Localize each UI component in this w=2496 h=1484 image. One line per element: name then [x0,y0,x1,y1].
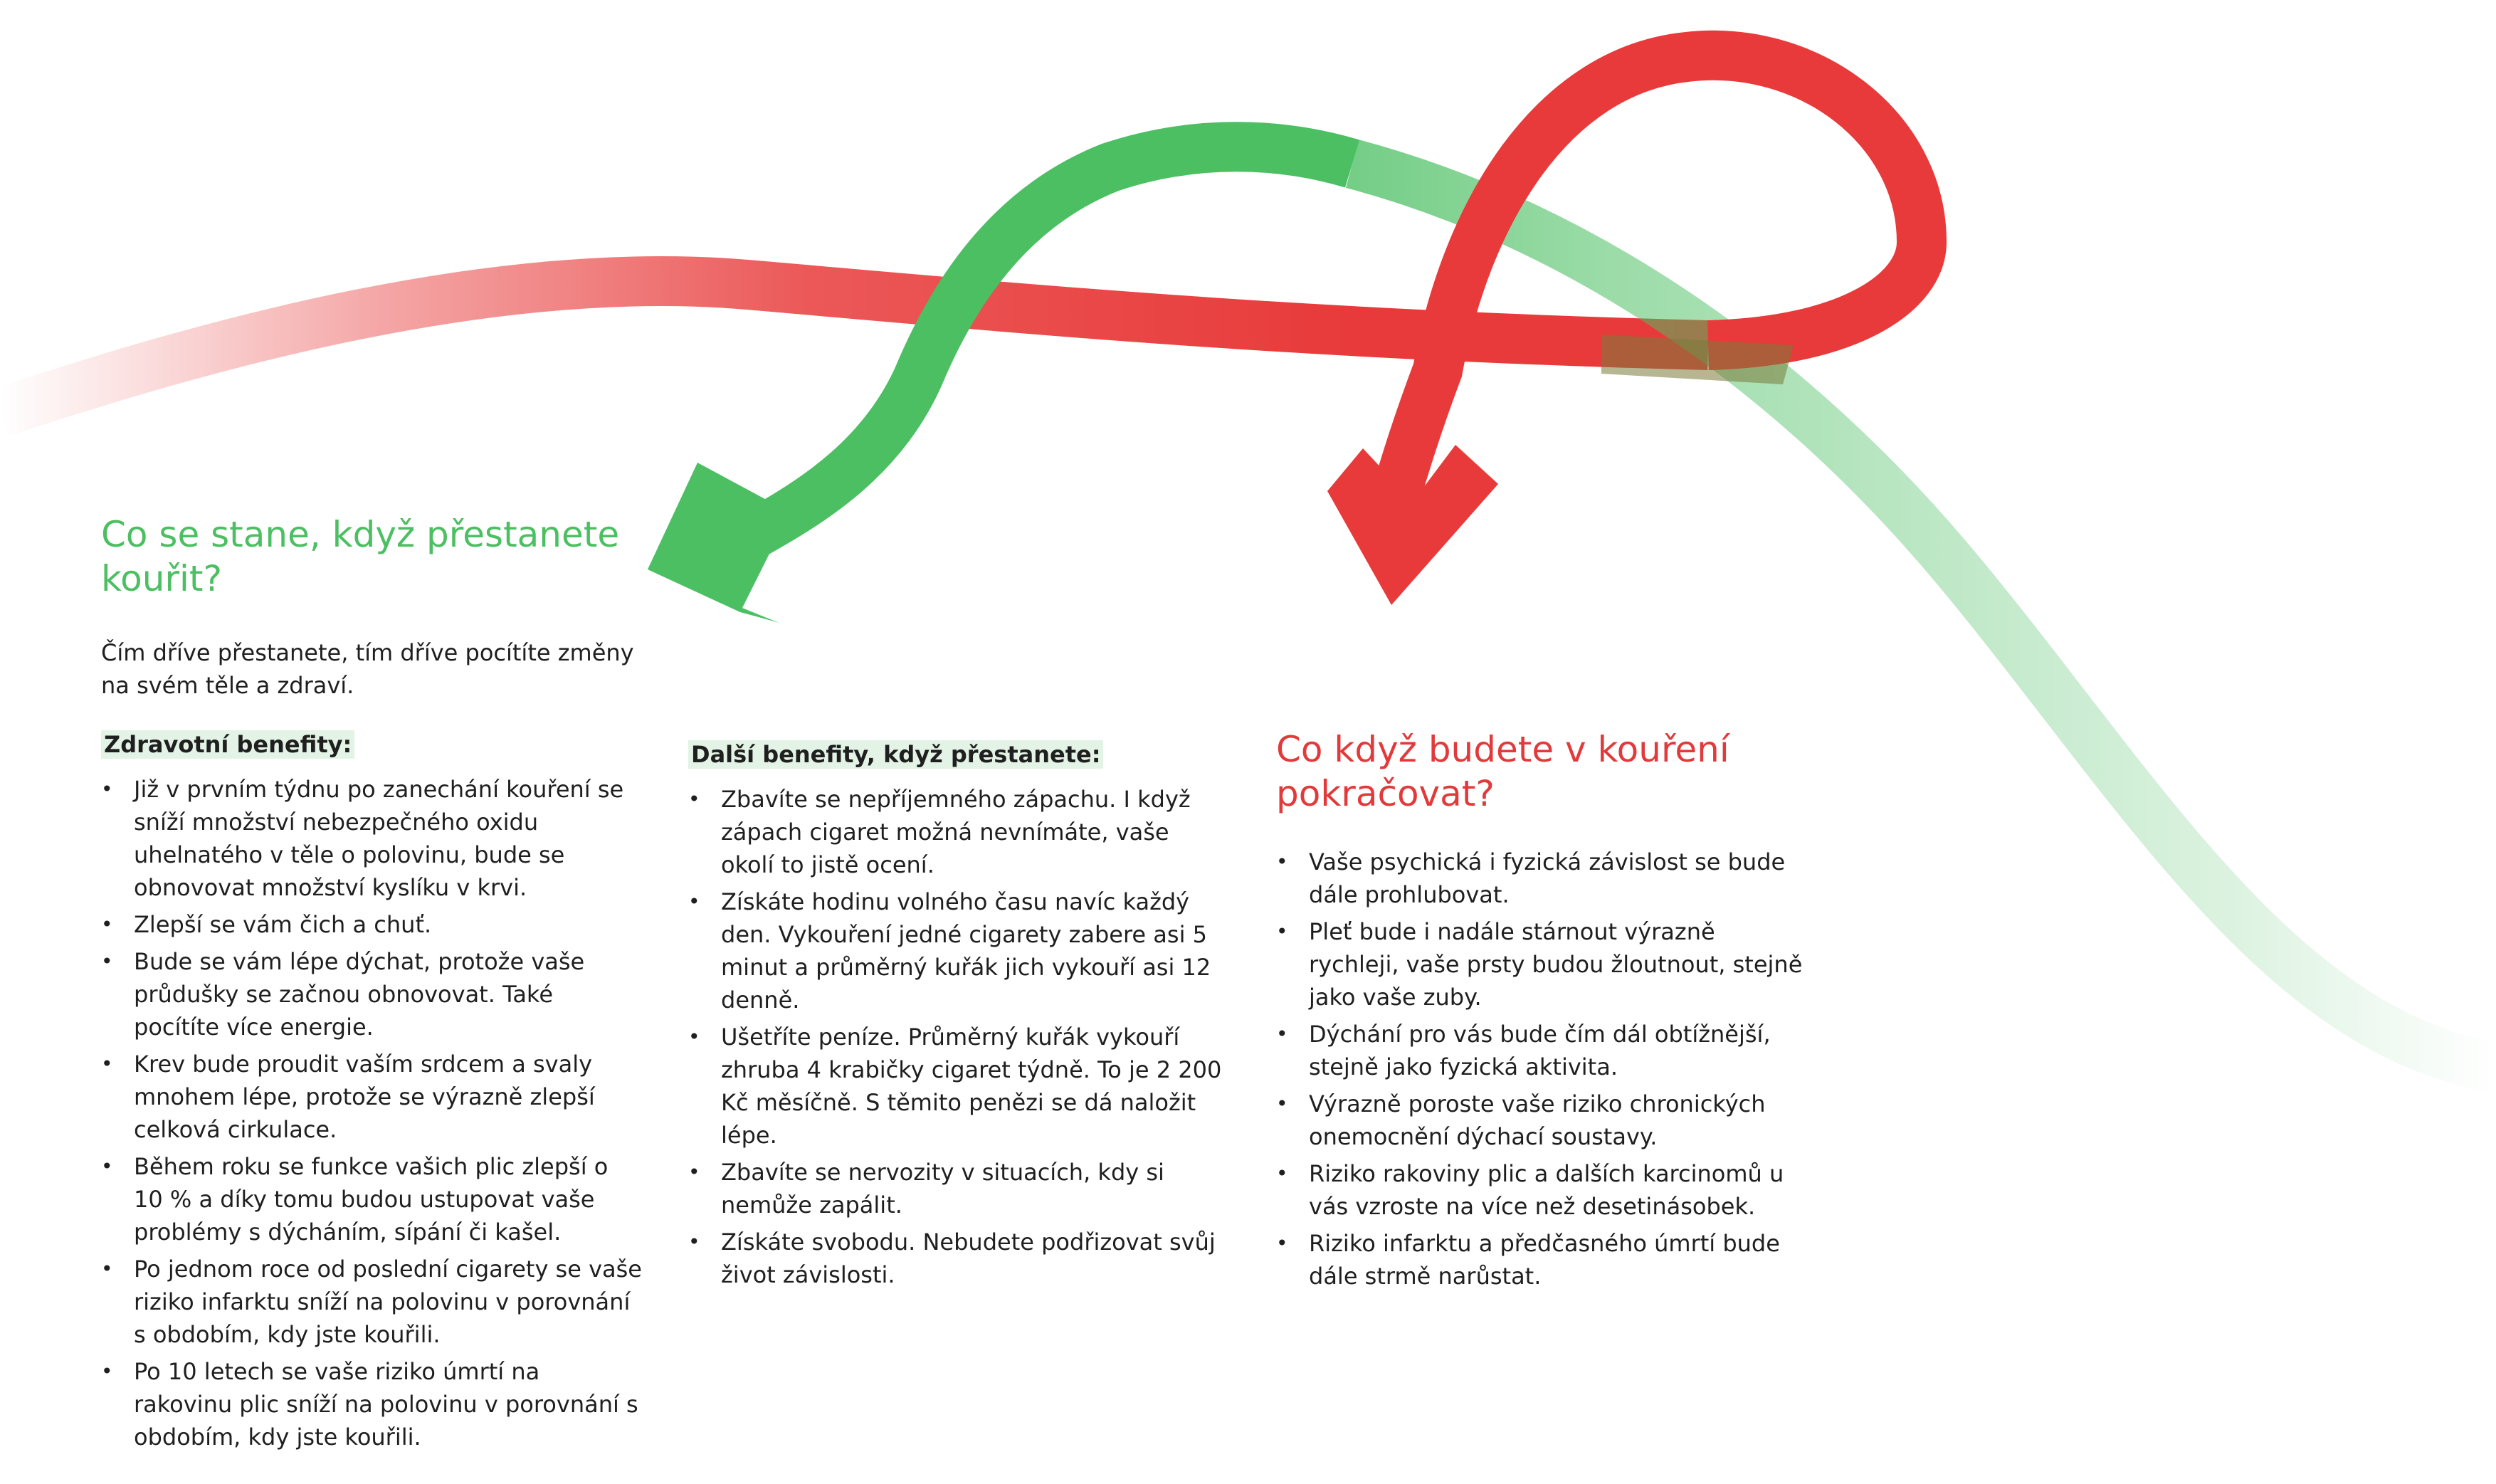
list-item: • Riziko infarktu a předčasného úmrtí bude dále strmě narůstat. [1276,1227,1803,1293]
list-item: • Výrazně poroste vaše riziko chronických onemocnění dýchací soustavy. [1276,1088,1803,1153]
middle-column [688,740,1229,1295]
list-item: • Dýchání pro vás bude čím dál obtížnější, stejně jako fyzická aktivita. [1276,1018,1803,1083]
list-item: • Ušetříte peníze. Průměrný kuřák vykouří zhruba 4 krabičky cigaret týdně. To je 2 200 Kč měsíčně. S těmito penězi se dá naložit lépe. [688,1021,1229,1152]
left-column [101,512,642,1458]
other-benefits-list [688,783,1229,1291]
list-item: • Získáte svobodu. Nebudete podřizovat svůj život závislosti. [688,1226,1229,1291]
list-item: • Pleť bude i nadále stárnout výrazně rychleji, vaše prsty budou žloutnout, stejně jako vaše zuby. [1276,915,1803,1014]
list-item: • Již v prvním týdnu po zanechání kouření se sníží množství nebezpečného oxidu uhelnatého v těle o polovinu, bude se obnovovat množství kyslíku v krvi. [101,773,642,904]
list-item: • Získáte hodinu volného času navíc každý den. Vykouření jedné cigarety zabere asi 5 minut a průměrný kuřák jich vykouří asi 12 denně. [688,885,1229,1016]
list-item: • Riziko rakoviny plic a dalších karcinomů u vás vzroste na více než desetinásobek. [1276,1157,1803,1223]
continue-smoking-title: Co když budete v kouření pokračovat? [1276,729,1729,814]
other-benefits-subheading: Další benefity, když přestanete: [688,740,1103,769]
list-item: • Během roku se funkce vašich plic zlepší o 10 % a díky tomu budou ustupovat vaše problémy s dýcháním, sípání či kašel. [101,1150,642,1248]
intro-text: Čím dříve přestanete, tím dříve pocítíte změny na svém těle a zdraví. [101,639,634,699]
list-item: • Zbavíte se nepříjemného zápachu. I když zápach cigaret možná nevnímáte, vaše okolí to jistě ocení. [688,783,1229,881]
list-item: • Po 10 letech se vaše riziko úmrtí na rakovinu plic sníží na polovinu v porovnání s obdobím, kdy jste kouřili. [101,1355,642,1453]
continue-risks-list [1276,846,1803,1293]
quit-smoking-title: Co se stane, když přestanete kouřit? [101,514,620,599]
list-item: • Krev bude proudit vaším srdcem a svaly mnohem lépe, protože se výrazně zlepší celková cirkulace. [101,1048,642,1146]
right-column [1276,727,1803,1297]
green-arrowhead [648,463,790,612]
list-item: • Zlepší se vám čich a chuť. [101,908,642,941]
list-item: • Vaše psychická i fyzická závislost se bude dále prohlubovat. [1276,846,1803,911]
health-benefits-subheading: Zdravotní benefity: [101,730,354,759]
list-item: • Bude se vám lépe dýchat, protože vaše průdušky se začnou obnovovat. Také pocítíte více energie. [101,945,642,1043]
list-item: • Po jednom roce od poslední cigarety se vaše riziko infarktu sníží na polovinu v porovnání s obdobím, kdy jste kouřili. [101,1253,642,1351]
health-benefits-list [101,773,642,1453]
list-item: • Zbavíte se nervozity v situacích, kdy si nemůže zapálit. [688,1156,1229,1221]
